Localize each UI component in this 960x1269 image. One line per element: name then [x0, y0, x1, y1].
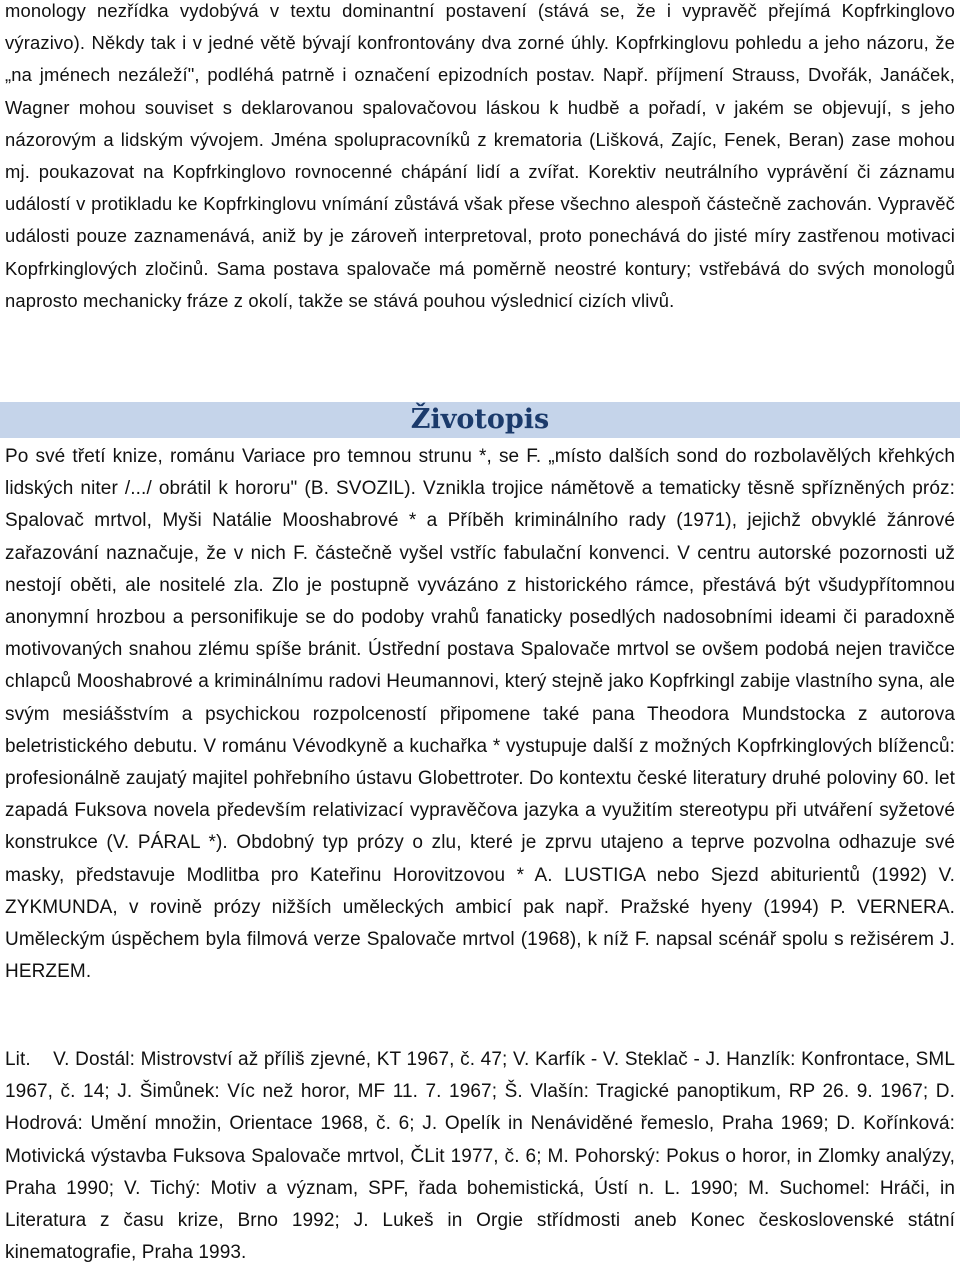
zivotopis-paragraph: Po své třetí knize, románu Variace pro temnou strunu *, se F. „místo dalších sond do rozbolavělých křehkých lidských niter /.../ obrátil k hororu" (B. SVOZIL). Vznikla trojice námětově a tematicky těsně spřízněných próz: Spalovač mrtvol, Myši Natálie Mooshabrové * a Příběh kriminálního rady (1971), jejichž obvyklé žánrové zařazování naznačuje, že v nich F. částečně vyšel vstříc fabulační konvenci. V centru autorské pozornosti už nestojí oběti, ale nositelé zla. Zlo je postupně vyvázáno z historického rámce, přestává být všudypřítomnou anonymní hrozbou a personifikuje se do podoby vrahů fanaticky posedlých nadosobními ideami či paradoxně motivovaných snahou zlému spíše bránit. Ústřední postava Spalovače mrtvol se ovšem podobá nejen travičce chlapců Mooshabrové a kriminálnímu radovi Heumannovi, který stejně jako Kopfrkingl zabije vlastního syna, ale svým mesiášstvím a psychickou rozpolceností připomene také pana Theodora Mundstocka z autorova beletristického debutu. V románu Vévodkyně a kuchařka * vystupuje další z možných Kopfrkinglových blíženců: profesionálně zaujatý majitel pohřebního ústavu Globettroter. Do kontextu české literatury druhé poloviny 60. let zapadá Fuksova novela především relativizací vypravěčova jazyka a využitím stereotypu při utváření syžetové konstrukce (V. PÁRAL *). Obdobný typ prózy o zlu, které je zprvu utajeno a teprve pozvolna odhazuje své masky, představuje Modlitba pro Kateřinu Horovitzovou * A. LUSTIGA nebo Sjezd abiturientů (1992) V. ZYKMUNDA, v rovině prózy nižších uměleckých ambicí pak např. Pražské hyeny (1994) P. VERNERA. Uměleckým úspěchem byla filmová verze Spalovače mrtvol (1968), k níž F. napsal scénář spolu s režisérem J. HERZEM.	[5, 446, 955, 983]
intro-paragraph: monology nezřídka vydobývá v textu dominantní postavení (stává se, že i vypravěč přejímá Kopfrkinglovo výrazivo). Někdy tak i v jedné větě bývají konfrontovány dva zorné úhly. Kopfrkinglovu pohledu a jeho názoru, že „na jménech nezáleží", podléhá patrně i označení epizodních postav. Např. příjmení Strauss, Dvořák, Janáček, Wagner mohou souviset s deklarovanou spalovačovou láskou k hudbě a pořadí, v jakém se objevují, s jeho názorovým a lidským vývojem. Jména spolupracovníků z krematoria (Lišková, Zajíc, Fenek, Beran) zase mohou mj. poukazovat na Kopfrkinglovo rovnocenné chápání lidí a zvířat. Korektiv neutrálního vyprávění či záznamu událostí v protikladu ke Kopfrkinglovu vnímání zůstává však přese všechno alespoň částečně zachován. Vypravěč události pouze zaznamenává, aniž by je zároveň interpretoval, proto ponechává do jisté míry zastřenou motivaci Kopfrkinglových zločinů. Sama postava spalovače má poměrně neostré kontury; vstřebává do svých monologů naprosto mechanicky fráze z okolí, takže se stává pouhou výslednicí cizích vlivů.	[5, 0, 955, 311]
literature-paragraph: Lit. V. Dostál: Mistrovství až příliš zjevné, KT 1967, č. 47; V. Karfík - V. Steklač - J. Hanzlík: Konfrontace, SML 1967, č. 14; J. Šimůnek: Víc než horor, MF 11. 7. 1967; Š. Vlašín: Tragické panoptikum, RP 26. 9. 1967; D. Hodrová: Umění množin, Orientace 1968, č. 6; J. Opelík in Nenáviděné řemeslo, Praha 1969; D. Kořínková: Motivická výstavba Fuksova Spalovače mrtvol, ČLit 1977, č. 6; M. Pohorský: Pokus o horor, in Zlomky analýzy, Praha 1990; V. Tichý: Motiv a význam, SPF, řada bohemistická, Ústí n. L. 1990; M. Suchomel: Hráči, in Literatura z času krize, Brno 1992; J. Lukeš in Orgie střídmosti aneb Konec československé státní kinematografie, Praha 1993.	[5, 1049, 960, 1264]
section-heading: Životopis	[410, 404, 550, 435]
